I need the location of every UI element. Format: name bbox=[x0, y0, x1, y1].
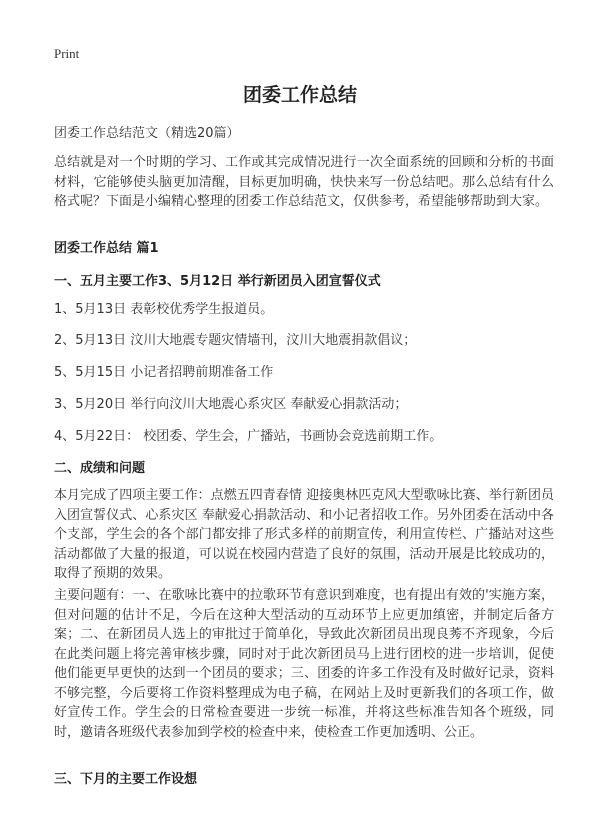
subtitle: 团委工作总结范文（精选20篇） bbox=[54, 126, 240, 141]
list-item: 3、5月20日 举行向汶川大地震心系灾区 奉献爱心捐款活动； bbox=[54, 397, 408, 412]
section-heading: 三、下月的主要工作设想 bbox=[54, 772, 198, 787]
intro-paragraph: 总结就是对一个时期的学习、工作或其完成情况进行一次全面系统的回顾和分析的书面材料，它能够使头脑更加清醒，目标更加明确，快快来写一份总结吧。那么总结有什么格式呢？下面是小编精心整理的团委工作总结范文，仅供参考，希望能够帮助到大家。 bbox=[54, 155, 554, 209]
section-heading: 二、成绩和问题 bbox=[54, 461, 146, 476]
section-heading: 一、五月主要工作3、5月12日 举行新团员入团宣誓仪式 bbox=[54, 274, 381, 289]
body-paragraph: 主要问题有：一、在歌咏比赛中的拉歌环节有意识到难度，也有提出有效的'实施方案，但对问题的估计不足，今后在这种大型活动的互动环节上应更加缜密，并制定后备方案；二、在新团员人选上的审批过于简单化，导致此次新团员出现良莠不齐现象，今后在此类问题上将完善审核步骤，同时对于此次新团员马上进行团校的进一步培训，促使他们能更早更快的达到一个团员的要求；三、团委的许多工作没有及时做好记录，资料不够完整，今后要将工作资料整理成为电子稿，在网站上及时更新我们的各项工作，做好宣传工作。学生会的日常检查要进一步统一标准，并将这些标准告知各个班级，同时，邀请各班级代表参加到学校的检查中来，使检查工作更加透明、公正。 bbox=[54, 588, 554, 740]
list-item: 5、5月15日 小记者招聘前期准备工作 bbox=[54, 365, 274, 380]
list-item: 2、5月13日 汶川大地震专题灾情墙刊，汶川大地震捐款倡议； bbox=[54, 333, 417, 348]
list-item: 1、5月13日 表彰校优秀学生报道员。 bbox=[54, 302, 274, 317]
body-paragraph: 本月完成了四项主要工作：点燃五四青春情 迎接奥林匹克风大型歌咏比赛、举行新团员入团宣誓仪式、心系灾区 奉献爱心捐款活动、和小记者招收工作。另外团委在活动中各个支部，学生会的各个部门都安排了形式多样的前期宣传，利用宣传栏、广播站对这些活动都做了大量的报道，可以说在校园内营造了良好的氛围，活动开展是比较成功的，取得了预期的效果。 bbox=[54, 488, 554, 581]
list-item: 4、5月22日： 校团委、学生会，广播站，书画协会竞选前期工作。 bbox=[54, 429, 443, 444]
page-title: 团委工作总结 bbox=[242, 84, 357, 106]
article-heading: 团委工作总结 篇1 bbox=[54, 241, 159, 256]
print-link[interactable]: Print bbox=[54, 46, 80, 61]
